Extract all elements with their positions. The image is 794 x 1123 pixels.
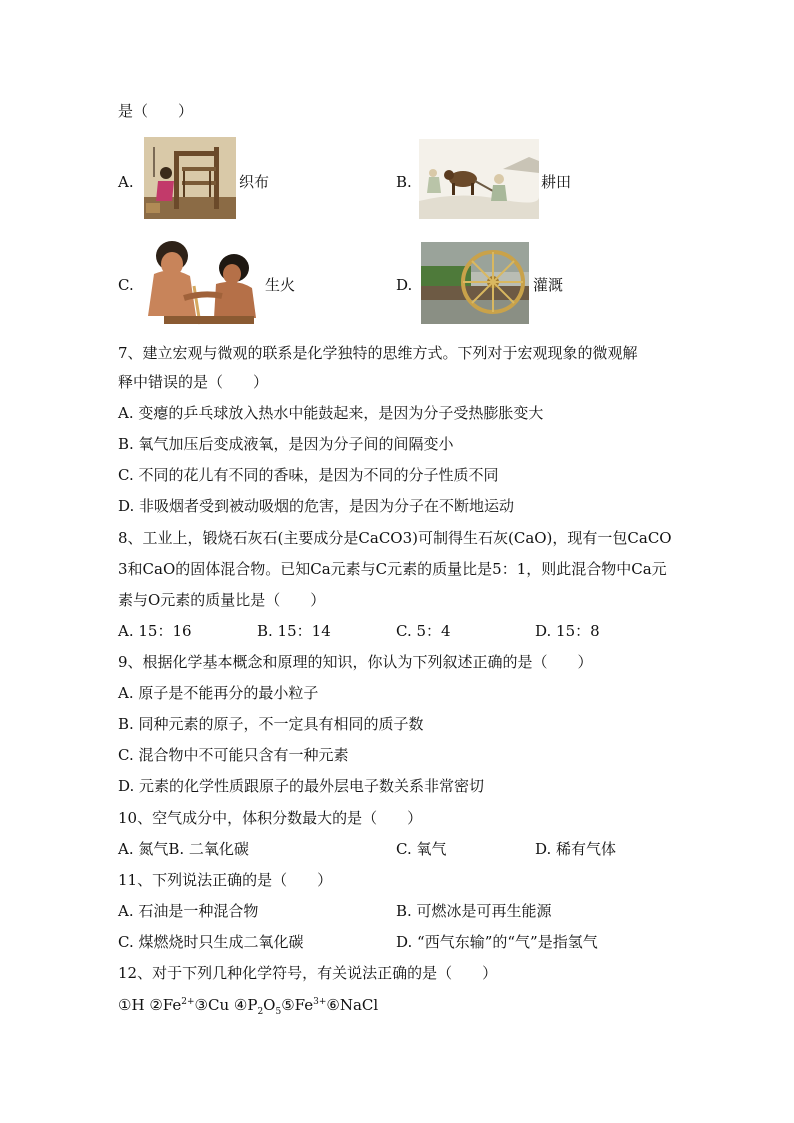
- q9-option-a[interactable]: A. 原子是不能再分的最小粒子: [118, 684, 319, 702]
- q10-option-d[interactable]: D. 稀有气体: [535, 840, 617, 858]
- q6-option-b-letter[interactable]: B.: [396, 173, 412, 191]
- q11-option-d[interactable]: D. “西气东输”的“气”是指氢气: [396, 933, 598, 951]
- q8-stem-line1: 8、工业上，锻烧石灰石(主要成分是CaCO3)可制得生石灰(CaO)，现有一包CaCO: [118, 529, 672, 547]
- q8-stem-line2: 3和CaO的固体混合物。已知Ca元素与C元素的质量比是5：1，则此混合物中Ca元: [118, 560, 667, 578]
- q8-option-a[interactable]: A. 15：16: [118, 622, 192, 640]
- q7-option-c[interactable]: C. 不同的花儿有不同的香味，是因为不同的分子性质不同: [118, 466, 499, 484]
- symbol-2: $②Fe^{2+}$: [149, 996, 195, 1014]
- q12-stem: 12、对于下列几种化学符号，有关说法正确的是（ ）: [118, 964, 498, 982]
- q6-option-d-text: 灌溉: [533, 276, 564, 294]
- waterwheel-irrigation-image: [421, 242, 529, 324]
- q7-option-b[interactable]: B. 氧气加压后变成液氧，是因为分子间的间隔变小: [118, 435, 454, 453]
- making-fire-image: [144, 238, 264, 328]
- q6-option-a-text: 织布: [239, 173, 270, 191]
- q11-option-b[interactable]: B. 可燃冰是可再生能源: [396, 902, 552, 920]
- q9-option-d[interactable]: D. 元素的化学性质跟原子的最外层电子数关系非常密切: [118, 777, 485, 795]
- plowing-field-image: [419, 139, 539, 219]
- q6-option-c-text: 生火: [265, 276, 296, 294]
- symbol-5: $⑤Fe^{3+}$: [281, 996, 327, 1014]
- q10-option-ab[interactable]: A. 氮气B. 二氧化碳: [118, 840, 249, 858]
- q8-option-c[interactable]: C. 5：4: [396, 622, 451, 640]
- q6-option-a-letter[interactable]: A.: [118, 173, 134, 191]
- q10-option-c[interactable]: C. 氧气: [396, 840, 447, 858]
- q9-option-c[interactable]: C. 混合物中不可能只含有一种元素: [118, 746, 349, 764]
- q6-option-d-letter[interactable]: D.: [396, 276, 413, 294]
- q6-option-b-text: 耕田: [541, 173, 572, 191]
- q9-stem: 9、根据化学基本概念和原理的知识，你认为下列叙述正确的是（ ）: [118, 653, 593, 671]
- q7-stem-line2: 释中错误的是（ ）: [118, 373, 269, 391]
- q8-stem-line3: 素与O元素的质量比是（ ）: [118, 591, 326, 609]
- symbol-6: ⑥NaCl: [326, 996, 379, 1014]
- q7-option-a[interactable]: A. 变瘪的乒乓球放入热水中能鼓起来，是因为分子受热膨胀变大: [118, 404, 544, 422]
- q6-stem-tail: 是（ ）: [118, 102, 194, 120]
- q10-stem: 10、空气成分中，体积分数最大的是（ ）: [118, 809, 423, 827]
- q11-option-a[interactable]: A. 石油是一种混合物: [118, 902, 259, 920]
- symbol-1: ①H: [118, 996, 145, 1014]
- q8-option-b[interactable]: B. 15：14: [257, 622, 331, 640]
- q7-option-d[interactable]: D. 非吸烟者受到被动吸烟的危害，是因为分子在不断地运动: [118, 497, 515, 515]
- q9-option-b[interactable]: B. 同种元素的原子，不一定具有相同的质子数: [118, 715, 424, 733]
- q6-option-c-letter[interactable]: C.: [118, 276, 134, 294]
- symbol-3: ③Cu: [194, 996, 230, 1014]
- q12-symbols: [118, 995, 378, 1015]
- weaving-loom-image: [144, 137, 236, 219]
- q11-stem: 11、下列说法正确的是（ ）: [118, 871, 333, 889]
- q8-option-d[interactable]: D. 15：8: [535, 622, 600, 640]
- q11-option-c[interactable]: C. 煤燃烧时只生成二氧化碳: [118, 933, 304, 951]
- symbol-4: $④P_2O_5$: [233, 996, 282, 1017]
- q7-stem-line1: 7、建立宏观与微观的联系是化学独特的思维方式。下列对于宏观现象的微观解: [118, 344, 638, 362]
